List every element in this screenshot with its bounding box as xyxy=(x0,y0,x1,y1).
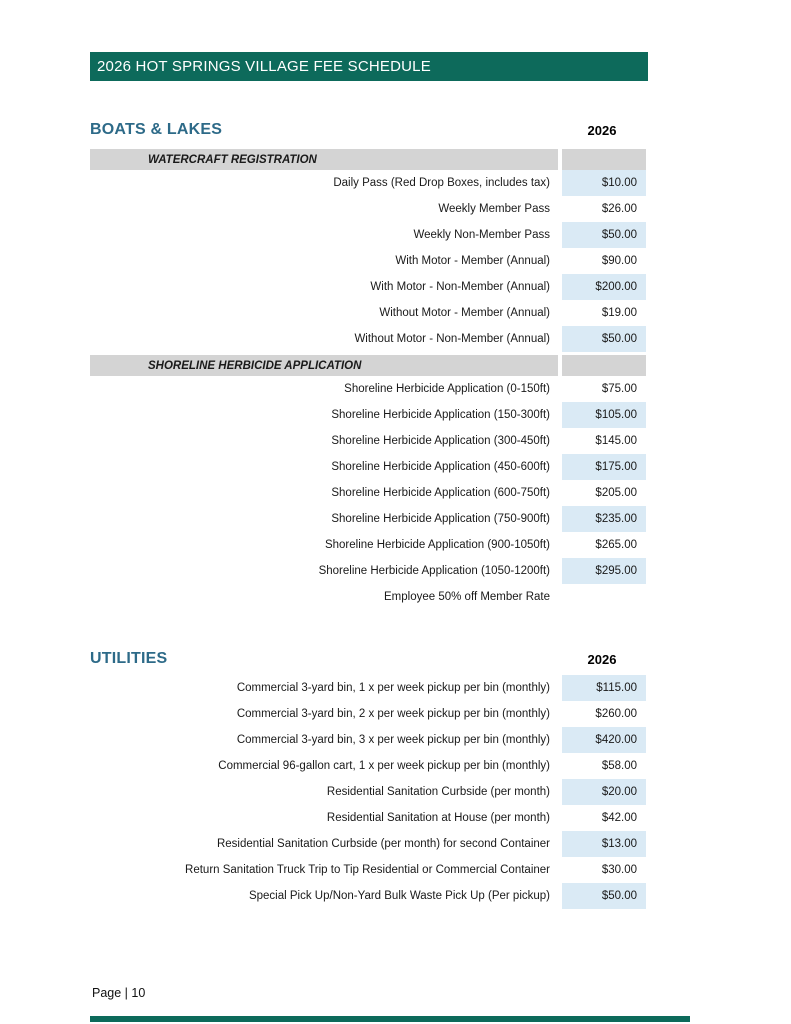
fee-label: Shoreline Herbicide Application (0-150ft) xyxy=(344,383,550,395)
fee-row xyxy=(90,274,646,300)
fee-label: Shoreline Herbicide Application (750-900ft) xyxy=(331,513,550,525)
fee-row xyxy=(90,428,646,454)
fee-row xyxy=(90,196,646,222)
fee-label: With Motor - Member (Annual) xyxy=(395,255,550,267)
fee-row xyxy=(90,480,646,506)
footer-bar xyxy=(90,1016,690,1022)
fee-price: $50.00 xyxy=(562,883,646,909)
group-heading-bar xyxy=(90,149,646,170)
fee-price: $50.00 xyxy=(562,222,646,248)
fee-label: Commercial 3-yard bin, 2 x per week pickup per bin (monthly) xyxy=(236,708,550,720)
fee-row xyxy=(90,402,646,428)
fee-price: $205.00 xyxy=(595,487,637,499)
fee-row xyxy=(90,248,646,274)
fee-row xyxy=(90,727,646,753)
group-heading-bar xyxy=(90,355,646,376)
fee-price: $200.00 xyxy=(562,274,646,300)
fee-label: Shoreline Herbicide Application (300-450ft) xyxy=(331,435,550,447)
fee-row xyxy=(90,454,646,480)
document-title: 2026 HOT SPRINGS VILLAGE FEE SCHEDULE xyxy=(97,58,431,75)
fee-price: $295.00 xyxy=(562,558,646,584)
fee-row xyxy=(90,831,646,857)
fee-row xyxy=(90,779,646,805)
fee-row xyxy=(90,300,646,326)
fee-price: $20.00 xyxy=(562,779,646,805)
fee-price: $26.00 xyxy=(601,203,637,215)
fee-label: Shoreline Herbicide Application (900-1050ft) xyxy=(324,539,550,551)
fee-label: Weekly Non-Member Pass xyxy=(413,229,550,241)
fee-label: With Motor - Non-Member (Annual) xyxy=(370,281,550,293)
fee-label: Residential Sanitation Curbside (per month) xyxy=(326,786,550,798)
fee-price xyxy=(562,584,646,610)
fee-price: $10.00 xyxy=(562,170,646,196)
group-heading: SHORELINE HERBICIDE APPLICATION xyxy=(90,355,558,376)
section-title: UTILITIES xyxy=(90,650,168,667)
fee-row xyxy=(90,222,646,248)
fee-label: Special Pick Up/Non-Yard Bulk Waste Pick Up (Per pickup) xyxy=(248,890,550,902)
fee-price: $90.00 xyxy=(601,255,637,267)
fee-price: $13.00 xyxy=(562,831,646,857)
year-column-header: 2026 xyxy=(587,122,617,138)
fee-price: $175.00 xyxy=(562,454,646,480)
fee-price: $58.00 xyxy=(601,760,637,772)
group-heading-price-cell xyxy=(562,355,646,376)
fee-label: Shoreline Herbicide Application (600-750ft) xyxy=(331,487,550,499)
fee-price: $420.00 xyxy=(562,727,646,753)
fee-price: $42.00 xyxy=(601,812,637,824)
fee-row xyxy=(90,584,646,610)
fee-price: $75.00 xyxy=(601,383,637,395)
fee-row xyxy=(90,701,646,727)
fee-row xyxy=(90,675,646,701)
fee-label: Employee 50% off Member Rate xyxy=(384,591,550,603)
fee-row xyxy=(90,883,646,909)
fee-label: Residential Sanitation Curbside (per month) for second Container xyxy=(216,838,550,850)
section-header xyxy=(90,114,646,146)
fee-label: Without Motor - Member (Annual) xyxy=(379,307,550,319)
fee-price: $115.00 xyxy=(562,675,646,701)
fee-label: Daily Pass (Red Drop Boxes, includes tax) xyxy=(333,177,550,189)
fee-row xyxy=(90,326,646,352)
fee-label: Commercial 3-yard bin, 1 x per week pickup per bin (monthly) xyxy=(236,682,550,694)
fee-price: $50.00 xyxy=(562,326,646,352)
fee-label: Commercial 3-yard bin, 3 x per week pickup per bin (monthly) xyxy=(236,734,550,746)
fee-label: Weekly Member Pass xyxy=(438,203,550,215)
fee-label: Shoreline Herbicide Application (450-600ft) xyxy=(331,461,550,473)
fee-row xyxy=(90,857,646,883)
fee-price: $235.00 xyxy=(562,506,646,532)
fee-sections xyxy=(90,81,646,909)
fee-row xyxy=(90,805,646,831)
fee-label: Without Motor - Non-Member (Annual) xyxy=(354,333,550,345)
fee-price: $30.00 xyxy=(601,864,637,876)
section-title: BOATS & LAKES xyxy=(90,121,223,138)
document-title-bar xyxy=(90,52,648,81)
fee-row xyxy=(90,558,646,584)
group-heading-price-cell xyxy=(562,149,646,170)
fee-price: $265.00 xyxy=(595,539,637,551)
section-header xyxy=(90,643,646,675)
fee-price: $145.00 xyxy=(595,435,637,447)
fee-price: $260.00 xyxy=(595,708,637,720)
fee-label: Residential Sanitation at House (per month) xyxy=(326,812,550,824)
fee-price: $19.00 xyxy=(601,307,637,319)
fee-row xyxy=(90,506,646,532)
fee-row xyxy=(90,376,646,402)
fee-label: Shoreline Herbicide Application (150-300ft) xyxy=(331,409,550,421)
fee-row xyxy=(90,753,646,779)
fee-price: $105.00 xyxy=(562,402,646,428)
fee-label: Return Sanitation Truck Trip to Tip Residential or Commercial Container xyxy=(185,864,550,876)
year-column-header: 2026 xyxy=(587,651,617,667)
fee-label: Commercial 96-gallon cart, 1 x per week pickup per bin (monthly) xyxy=(218,760,550,772)
fee-label: Shoreline Herbicide Application (1050-1200ft) xyxy=(318,565,550,577)
fee-row xyxy=(90,170,646,196)
fee-row xyxy=(90,532,646,558)
group-heading: WATERCRAFT REGISTRATION xyxy=(90,149,558,170)
page-number: Page | 10 xyxy=(92,986,146,1000)
